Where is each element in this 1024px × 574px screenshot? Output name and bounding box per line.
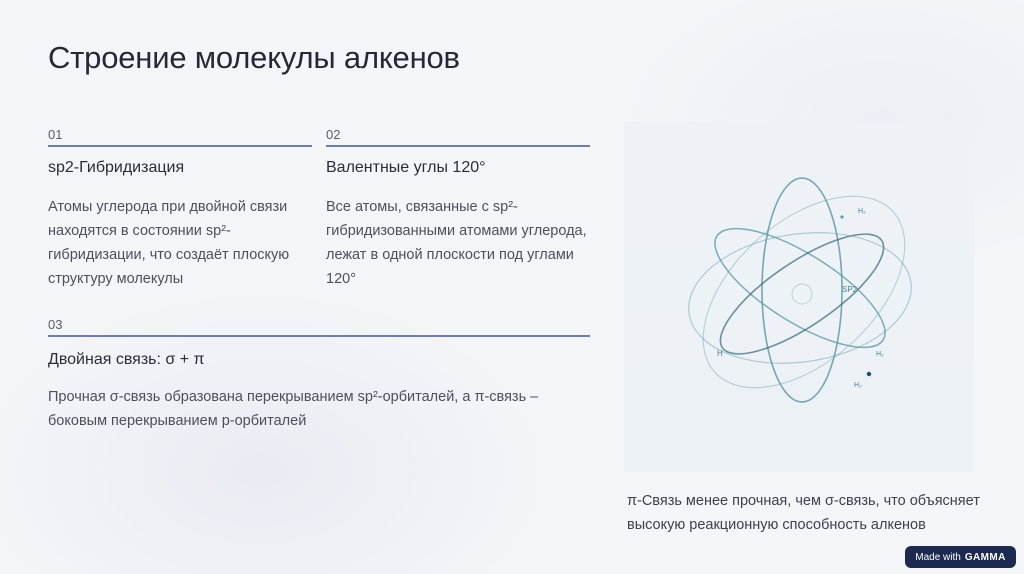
orbital-diagonal-b [705, 214, 900, 374]
label-h-right: H₂ [876, 351, 884, 358]
card-heading: sp2-Гибридизация [48, 159, 185, 176]
made-with-gamma-badge[interactable] [905, 546, 1016, 568]
card-divider [48, 335, 590, 337]
orbital-core [792, 284, 812, 304]
atom-dot [840, 215, 843, 218]
label-h-top: H₂ [858, 208, 866, 215]
page-title: Строение молекулы алкенов [48, 40, 460, 75]
orbital-diagonal-a [699, 207, 901, 369]
image-caption: π-Связь менее прочная, чем σ-связь, что объясняет высокую реакционную способность алкенов [627, 493, 980, 533]
label-sp2: SP2 [842, 285, 858, 294]
card-number: 03 [48, 317, 63, 332]
orbital-diagram [624, 122, 974, 472]
card-text: Все атомы, связанные с sp²-гибридизованными атомами углерода, лежат в одной плоскости под углами 120° [326, 199, 587, 287]
card-divider [48, 145, 312, 147]
card-heading: Двойная связь: σ + π [48, 351, 205, 368]
card-double-bond [48, 317, 590, 433]
label-h-left: H [717, 349, 723, 358]
card-number: 02 [326, 127, 341, 142]
atom-dot [867, 372, 871, 376]
badge-prefix: Made with [915, 551, 961, 563]
card-text: Прочная σ-связь образована перекрыванием sp²-орбиталей, а π-связь – боковым перекрыванием p-орбиталей [48, 389, 539, 429]
card-number: 01 [48, 127, 63, 142]
card-text: Атомы углерода при двойной связи находятся в состоянии sp²-гибридизации, что создаёт плоскую структуру молекулы [48, 199, 290, 287]
badge-brand: GAMMA [964, 551, 1006, 563]
card-heading: Валентные углы 120° [326, 159, 486, 176]
card-valence-angles [326, 127, 590, 291]
orbital-vertical [762, 178, 842, 402]
card-divider [326, 145, 590, 147]
label-h-bottom: H₂ [854, 382, 862, 389]
card-sp2-hybridization [48, 127, 312, 291]
orbital-wide [668, 160, 940, 425]
orbital-illustration [624, 122, 974, 472]
